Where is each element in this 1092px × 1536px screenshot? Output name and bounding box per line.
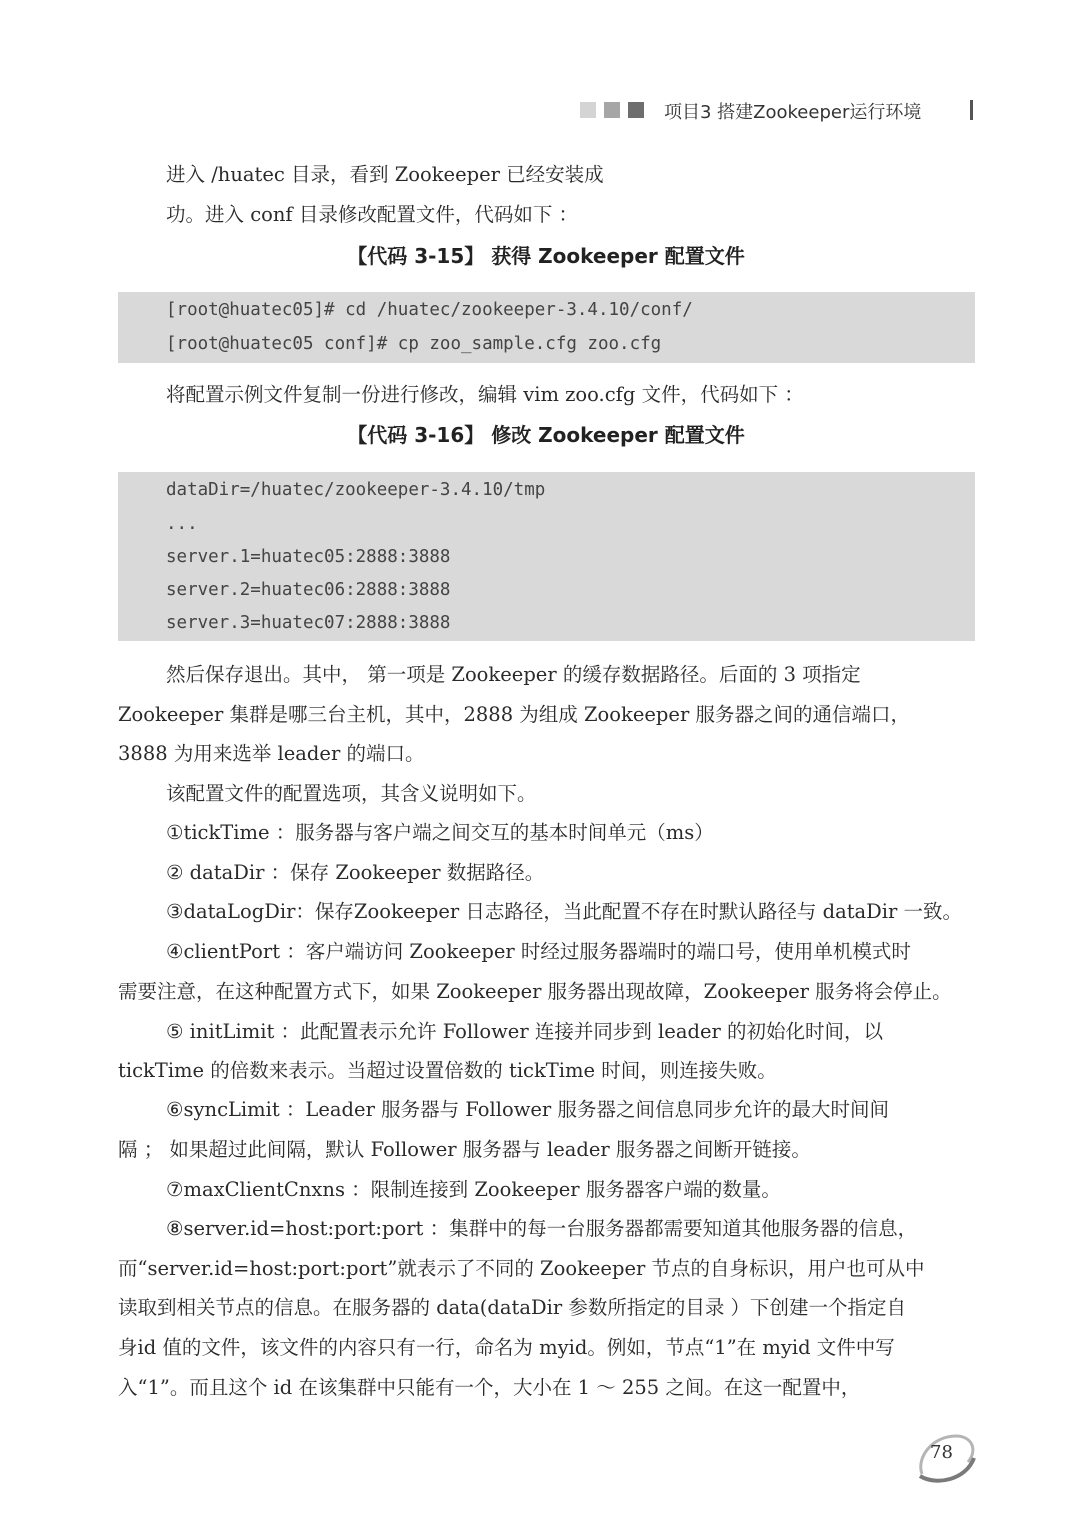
code-caption-3-16: 【代码 3-16】 修改 Zookeeper 配置文件	[347, 423, 745, 447]
paragraph-line: 3888 为用来选举 leader 的端口。	[118, 742, 425, 765]
code-line: server.1=huatec05:2888:3888	[166, 547, 451, 567]
paragraph-line: 进入 /huatec 目录，看到 Zookeeper 已经安装成	[166, 163, 604, 186]
header-square-light	[580, 102, 596, 118]
list-item: ①tickTime ：服务器与客户端之间交互的基本时间单元（ms）	[166, 821, 714, 844]
code-block-3-15	[118, 292, 975, 363]
list-item-continued: tickTime 的倍数来表示。当超过设置倍数的 tickTime 时间，则连接失败。	[118, 1059, 777, 1082]
list-item-continued: 身id 值的文件，该文件的内容只有一行，命名为 myid。例如，节点“1”在 myid 文件中写	[118, 1336, 895, 1359]
paragraph-line: 功。进入 conf 目录修改配置文件，代码如下 ：	[166, 203, 579, 226]
list-item: ⑧server.id=host:port:port ：集群中的每一台服务器都需要知道其他服务器的信息，	[166, 1217, 918, 1240]
list-item: ⑤ initLimit ：此配置表示允许 Follower 连接并同步到 leader 的初始化时间，以	[166, 1020, 884, 1043]
code-line: server.2=huatec06:2888:3888	[166, 580, 451, 600]
code-line: dataDir=/huatec/zookeeper-3.4.10/tmp	[166, 480, 546, 500]
list-item-continued: 而“server.id=host:port:port”就表示了不同的 Zookeeper 节点的自身标识，用户也可从中	[118, 1257, 925, 1280]
page-number: 78	[930, 1442, 953, 1463]
header-bar	[970, 100, 973, 120]
code-line: ...	[166, 514, 198, 534]
paragraph-line: 将配置示例文件复制一份进行修改，编辑 vim zoo.cfg 文件，代码如下 ：	[166, 383, 804, 406]
page-number-badge	[912, 1428, 982, 1488]
running-header	[0, 98, 1092, 126]
header-square-dark	[628, 102, 644, 118]
chapter-title: 项目3 搭建Zookeeper运行环境	[664, 102, 922, 123]
code-block-3-16	[118, 472, 975, 641]
list-item: ③dataLogDir：保存Zookeeper 日志路径，当此配置不存在时默认路径与 dataDir 一致。	[166, 900, 963, 923]
list-item: ② dataDir ：保存 Zookeeper 数据路径。	[166, 861, 545, 884]
list-item-continued: 隔 ； 如果超过此间隔，默认 Follower 服务器与 leader 服务器之间断开链接。	[118, 1138, 811, 1161]
code-line: [root@huatec05]# cd /huatec/zookeeper-3.4.10/conf/	[166, 300, 693, 320]
paragraph-line: 该配置文件的配置选项，其含义说明如下。	[166, 782, 537, 805]
header-square-mid	[604, 102, 620, 118]
list-item-continued: 需要注意，在这种配置方式下，如果 Zookeeper 服务器出现故障，Zookeeper 服务将会停止。	[118, 980, 952, 1003]
paragraph-line: Zookeeper 集群是哪三台主机，其中，2888 为组成 Zookeeper 服务器之间的通信端口，	[118, 703, 910, 726]
code-caption-3-15: 【代码 3-15】 获得 Zookeeper 配置文件	[347, 244, 745, 268]
list-item-continued: 读取到相关节点的信息。在服务器的 data(dataDir 参数所指定的目录 ）下创建一个指定自	[118, 1296, 907, 1319]
list-item: ⑥syncLimit ：Leader 服务器与 Follower 服务器之间信息同步允许的最大时间间	[166, 1098, 889, 1121]
list-item: ⑦maxClientCnxns ：限制连接到 Zookeeper 服务器客户端的数量。	[166, 1178, 781, 1201]
list-item-continued: 入“1”。而且这个 id 在该集群中只能有一个，大小在 1 ～ 255 之间。在这一配置中，	[118, 1376, 861, 1399]
code-line: server.3=huatec07:2888:3888	[166, 613, 451, 633]
list-item: ④clientPort ：客户端访问 Zookeeper 时经过服务器端时的端口号，使用单机模式时	[166, 940, 911, 963]
code-line: [root@huatec05 conf]# cp zoo_sample.cfg zoo.cfg	[166, 334, 662, 354]
paragraph-line: 然后保存退出。其中， 第一项是 Zookeeper 的缓存数据路径。后面的 3 项指定	[166, 663, 861, 686]
